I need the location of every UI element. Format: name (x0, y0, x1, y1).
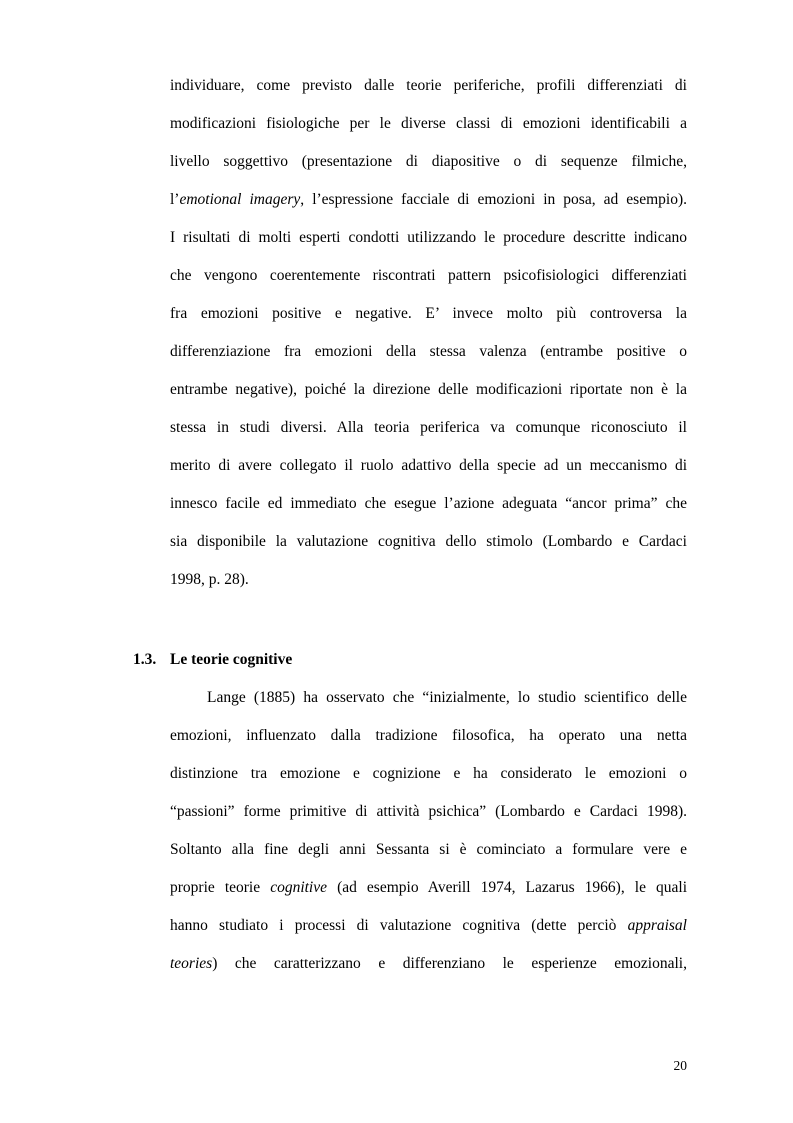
section-number: 1.3. (133, 651, 157, 668)
text-line: “passioni” forme primitive di attività psichica” (Lombardo e Cardaci 1998). (170, 803, 687, 820)
text-span: ) che caratterizzano e differenziano le esperienze emozionali, (212, 955, 687, 972)
text-line (170, 954, 687, 974)
text-span: , l’espressione facciale di emozioni in posa, ad esempio). (300, 191, 687, 208)
text-span: l’ (170, 191, 180, 208)
emphasis-term: emotional imagery (179, 191, 301, 208)
text-line: entrambe negative), poiché la direzione delle modificazioni riportate non è la (170, 381, 687, 398)
text-line (170, 916, 687, 936)
page-number: 20 (673, 1058, 687, 1073)
emphasis-term: teories (170, 955, 213, 972)
section-heading (133, 650, 292, 670)
text-line: Soltanto alla fine degli anni Sessanta si è cominciato a formulare vere e (170, 841, 687, 858)
text-line: 1998, p. 28). (170, 571, 249, 588)
text-line: merito di avere collegato il ruolo adattivo della specie ad un meccanismo di (170, 457, 687, 474)
text-line: sia disponibile la valutazione cognitiva dello stimolo (Lombardo e Cardaci (170, 533, 687, 550)
section-title: Le teorie cognitive (170, 651, 293, 668)
text-line: che vengono coerentemente riscontrati pattern psicofisiologici differenziati (170, 267, 687, 284)
text-line: differenziazione fra emozioni della stessa valenza (entrambe positive o (170, 343, 687, 360)
text-span: hanno studiato i processi di valutazione cognitiva (dette perciò (170, 917, 628, 934)
text-line: innesco facile ed immediato che esegue l’azione adeguata “ancor prima” che (170, 495, 687, 512)
text-line (170, 878, 687, 898)
text-line (170, 190, 687, 210)
text-line: emozioni, influenzato dalla tradizione filosofica, ha operato una netta (170, 727, 687, 744)
emphasis-term: cognitive (270, 879, 327, 896)
text-span: proprie teorie (170, 879, 271, 896)
text-span: (ad esempio Averill 1974, Lazarus 1966), le quali (327, 879, 687, 896)
text-line: distinzione tra emozione e cognizione e ha considerato le emozioni o (170, 765, 687, 782)
text-line: I risultati di molti esperti condotti utilizzando le procedure descritte indicano (170, 229, 687, 246)
text-line: modificazioni fisiologiche per le diverse classi di emozioni identificabili a (170, 115, 687, 132)
text-line: Lange (1885) ha osservato che “inizialmente, lo studio scientifico delle (207, 689, 687, 706)
emphasis-term: appraisal (627, 917, 687, 934)
text-line: fra emozioni positive e negative. E’ invece molto più controversa la (170, 305, 687, 322)
text-line: stessa in studi diversi. Alla teoria periferica va comunque riconosciuto il (170, 419, 687, 436)
text-line: individuare, come previsto dalle teorie periferiche, profili differenziati di (170, 77, 687, 94)
text-line: livello soggettivo (presentazione di diapositive o di sequenze filmiche, (170, 153, 687, 170)
